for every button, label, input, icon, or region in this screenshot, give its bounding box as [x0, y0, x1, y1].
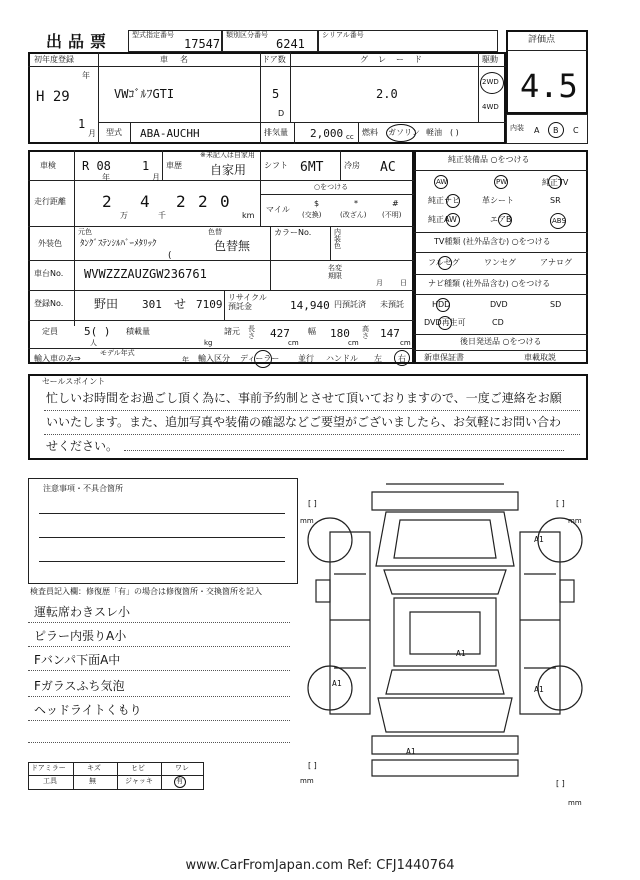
bracket-fr: [ ] — [556, 499, 565, 508]
note-line-5: ヘッドライトくもり — [34, 703, 142, 717]
tools-item-1: 工具 — [43, 777, 57, 785]
tv-analog: アナログ — [540, 258, 572, 267]
tools-header-1: ドアミラー — [31, 764, 66, 772]
sen-unit: 千 — [158, 211, 166, 220]
model: ABA-AUCHH — [140, 127, 200, 140]
shaken-label: 車検 — [40, 161, 56, 170]
reg-place: 野田 — [94, 297, 119, 311]
sales-line-1: 忙しいお時間をお過ごし頂く為に、事前予約制とさせて頂いておりますので、一度ご連絡をお願 — [46, 391, 562, 405]
navi-dvd: DVD — [490, 300, 508, 309]
navi-hdd: HDD — [432, 300, 451, 309]
rear-bumper-outline — [372, 736, 518, 754]
length-unit: cm — [288, 339, 299, 347]
grade: 2.0 — [376, 87, 398, 101]
category-label: 類別区分番号 — [226, 31, 268, 39]
car-name: VWｺﾞﾙﾌGTI — [114, 87, 175, 101]
note-line-3: Fバンパ下面A中 — [34, 653, 121, 667]
length-label: 長さ — [248, 325, 255, 340]
front-bumper-outline — [372, 492, 518, 510]
reg-kana: せ — [174, 297, 187, 311]
sales-label: セールスポイント — [42, 377, 106, 386]
shaken: R 08 — [82, 159, 111, 173]
height-label: 高さ — [362, 325, 369, 340]
auction-sheet — [28, 30, 588, 468]
damage-mark-side: A1 — [456, 649, 466, 658]
height-unit: cm — [400, 339, 411, 347]
ac-label: 冷房 — [344, 161, 360, 170]
doors: 5 — [272, 87, 280, 101]
length: 427 — [270, 327, 290, 340]
cc-unit: cc — [346, 133, 354, 141]
navi-dvd-play: DVD再生可 — [424, 318, 466, 327]
damage-mark-fr-wheel: A1 — [534, 535, 544, 544]
equip-airbag: エアB — [490, 215, 512, 224]
bracket-rl: [ ] — [308, 761, 317, 770]
docs-warranty: 新車保証書 — [424, 353, 464, 362]
damage-mark-rear: A1 — [406, 747, 416, 756]
tools-item-3: ジャッキ — [125, 777, 153, 785]
interior-c: C — [573, 126, 579, 135]
door-type: D — [278, 109, 285, 118]
shift: 6MT — [300, 160, 324, 175]
exchange-mark: $ — [314, 199, 320, 208]
width: 180 — [330, 327, 350, 340]
type-no-label: 型式指定番号 — [132, 31, 174, 39]
dealer: ディーラー — [240, 354, 280, 363]
mileage-digit-3: 2 — [176, 192, 186, 211]
sales-line-2: いいたします。また、追加写真や装備の確認などご要望がございましたら、お気軽にお問い合わ — [46, 415, 562, 429]
reg-label: 登録No. — [34, 299, 64, 308]
mile-label: マイル — [266, 205, 290, 214]
interior-b: B — [553, 126, 559, 135]
width-label: 幅 — [308, 327, 316, 336]
note-line-1: 運転席わきスレ小 — [34, 605, 131, 619]
ac: AC — [380, 160, 396, 175]
windshield-outline — [384, 570, 506, 594]
model-year-unit: 年 — [182, 356, 189, 364]
genuine-label: 純正装備品 ○をつける — [448, 155, 530, 164]
tools-header-2: キズ — [87, 764, 101, 772]
docs-manual: 車載取説 — [524, 353, 556, 362]
fuel-label: 燃料 — [362, 128, 378, 137]
first-reg-month: 1 — [78, 117, 86, 131]
parallel: 並行 — [298, 354, 314, 363]
history-note: ※未記入は自家用 — [200, 151, 255, 159]
tools-table — [28, 762, 204, 790]
color-paren: ( — [168, 251, 172, 261]
tv-one: ワンセグ — [484, 258, 516, 267]
tamper-mark: * — [354, 199, 358, 208]
shaken-month-label: 月 — [152, 173, 160, 182]
model-label: 型式 — [106, 128, 122, 137]
equip-tv: 純正TV — [542, 178, 569, 187]
reg-class: 301 — [142, 298, 162, 311]
recycle-unit: 円預託済 — [334, 300, 366, 309]
mileage-digit-4: 2 — [198, 192, 208, 211]
tv-full: フルセグ — [428, 258, 460, 267]
tools-item-2: 無 — [89, 777, 96, 785]
mileage-circle-note: ○をつける — [314, 183, 349, 191]
note-line-4: Fガラスふち気泡 — [34, 679, 125, 693]
handle-label: ハンドル — [326, 354, 358, 363]
height: 147 — [380, 327, 400, 340]
capacity: 5( ) — [84, 325, 111, 338]
first-reg-year: H 29 — [36, 89, 70, 105]
docs-label: 後日発送品 ○をつける — [460, 337, 542, 346]
handle-left: 左 — [374, 354, 382, 363]
fuel-gasoline: ガソリン — [388, 128, 420, 137]
tv-label: TV種類 (社外品含む) ○をつける — [434, 237, 551, 246]
shaken-year-label: 年 — [102, 173, 110, 182]
mileage-digit-2: 4 — [140, 192, 150, 211]
rear-panel-outline — [372, 760, 518, 776]
left-mirror-outline — [316, 580, 330, 602]
recycle-label: リサイクル預託金 — [228, 293, 267, 311]
load-unit: kg — [204, 339, 213, 347]
oil-label: 軽油 — [426, 128, 442, 137]
recycle: 14,940 — [290, 299, 330, 312]
mm-rr: mm — [568, 799, 582, 807]
first-reg-label: 初年度登録 — [34, 55, 74, 64]
reg-num: 7109 — [196, 298, 223, 311]
footer-ref: www.CarFromJapan.com Ref: CFJ1440764 — [185, 858, 455, 873]
equip-sr: SR — [550, 196, 561, 205]
color-name-label: 色替 — [208, 228, 222, 236]
km-unit: km — [242, 211, 255, 220]
color-label: 外装色 — [38, 239, 62, 248]
equip-aw: AW — [436, 178, 448, 186]
tools-header-4: ワレ — [175, 764, 189, 772]
roof-outline — [394, 598, 496, 666]
notes-label: 注意事項・不具合箇所 — [43, 484, 123, 493]
dims-label: 諸元 — [224, 327, 240, 336]
man-unit: 万 — [120, 211, 128, 220]
width-unit: cm — [348, 339, 359, 347]
bracket-rr: [ ] — [556, 779, 565, 788]
bracket-fl: [ ] — [308, 499, 317, 508]
mm-rl: mm — [300, 777, 314, 785]
category-no: 6241 — [276, 37, 305, 51]
vin: WVWZZZAUZGW236761 — [84, 267, 207, 281]
notes-box — [28, 478, 298, 584]
navi-cd: CD — [492, 318, 504, 327]
load-label: 積載量 — [126, 327, 150, 336]
name-change-month: 月 — [376, 279, 383, 287]
mm-fr: mm — [568, 517, 582, 525]
mileage-digit-1: 2 — [102, 192, 112, 211]
sheet-title: 出品票 — [46, 32, 113, 51]
equip-abs: ABS — [552, 217, 566, 225]
equip-leather: 革シート — [482, 196, 514, 205]
color-orig: ﾀﾝｸﾞｽﾃﾝｼﾙﾊﾞｰﾒﾀﾘｯｸ — [80, 239, 157, 249]
score-label: 評価点 — [528, 35, 556, 45]
displacement: 2,000 — [310, 127, 344, 140]
shift-label: シフト — [264, 161, 288, 170]
import-label: 輸入車のみ⇒ — [34, 354, 81, 363]
history: 自家用 — [210, 163, 247, 177]
type-no: 17547 — [184, 37, 221, 51]
navi-sd: SD — [550, 300, 562, 309]
serial-label: シリアル番号 — [322, 31, 364, 39]
inspector-label: 検査員記入欄：修復歴「有」の場合は修復箇所・交換箇所を記入 — [30, 587, 262, 596]
tools-item-4: 有 — [176, 777, 183, 785]
right-mirror-outline — [560, 580, 574, 602]
equip-pw: PW — [496, 178, 508, 186]
navi-label: ナビ種類 (社外品含む) ○をつける — [428, 279, 551, 288]
history-label: 車歴 — [166, 161, 182, 170]
trunk-outline — [378, 698, 512, 732]
model-year-label: モデル年式 — [100, 349, 135, 357]
interior-color-label: 内装色 — [334, 228, 341, 250]
displacement-label: 排気量 — [264, 128, 288, 137]
note-line-2: ピラー内張りA小 — [34, 629, 127, 643]
equip-genuine-aw: 純正AW — [428, 215, 457, 224]
color-orig-label: 元色 — [78, 228, 92, 236]
doors-label: ドア数 — [262, 55, 286, 64]
damage-mark-rl-wheel: A1 — [332, 679, 342, 688]
import-type-label: 輸入区分 — [198, 354, 230, 363]
equip-navi: 純正ナビ — [428, 196, 460, 205]
color-changed: 色替無 — [214, 239, 251, 253]
rear-window-outline — [386, 670, 504, 694]
recycle-unpaid: 未預託 — [380, 300, 404, 309]
name-change-day: 日 — [400, 279, 407, 287]
exchange-label: (交換) — [302, 211, 322, 219]
color-no-label: カラーNo. — [274, 228, 312, 237]
drive-4wd: 4WD — [482, 103, 499, 111]
damage-mark-rr-wheel: A1 — [534, 685, 544, 694]
month-label: 月 — [88, 129, 96, 138]
score-value: 4.5 — [520, 67, 578, 105]
name-change-label: 名変期限 — [328, 264, 342, 281]
mileage-label: 走行距離 — [34, 197, 66, 206]
name-label: 車名 — [160, 55, 200, 64]
capacity-label: 定員 — [42, 327, 58, 336]
oil-paren: ( ) — [450, 128, 459, 137]
tools-header-3: ヒビ — [131, 764, 145, 772]
mileage-digit-5: 0 — [220, 192, 230, 211]
sales-line-3: せください。 — [46, 439, 119, 453]
mm-fl: mm — [300, 517, 314, 525]
car-damage-diagram — [290, 470, 600, 810]
interior-label: 内装 — [510, 124, 524, 132]
year-label: 年 — [82, 71, 90, 80]
capacity-unit: 人 — [90, 339, 97, 347]
drive-label: 駆動 — [482, 55, 498, 64]
handle-right: 右 — [398, 354, 406, 363]
tamper-label: (改ざん) — [340, 211, 367, 219]
unknown-label: (不明) — [382, 211, 402, 219]
interior-a: A — [534, 126, 540, 135]
shaken-month: 1 — [142, 159, 150, 173]
unknown-mark: # — [392, 199, 399, 208]
drive-2wd: 2WD — [482, 78, 499, 86]
grade-label: グレード — [360, 55, 432, 64]
vin-label: 車台No. — [34, 269, 64, 278]
